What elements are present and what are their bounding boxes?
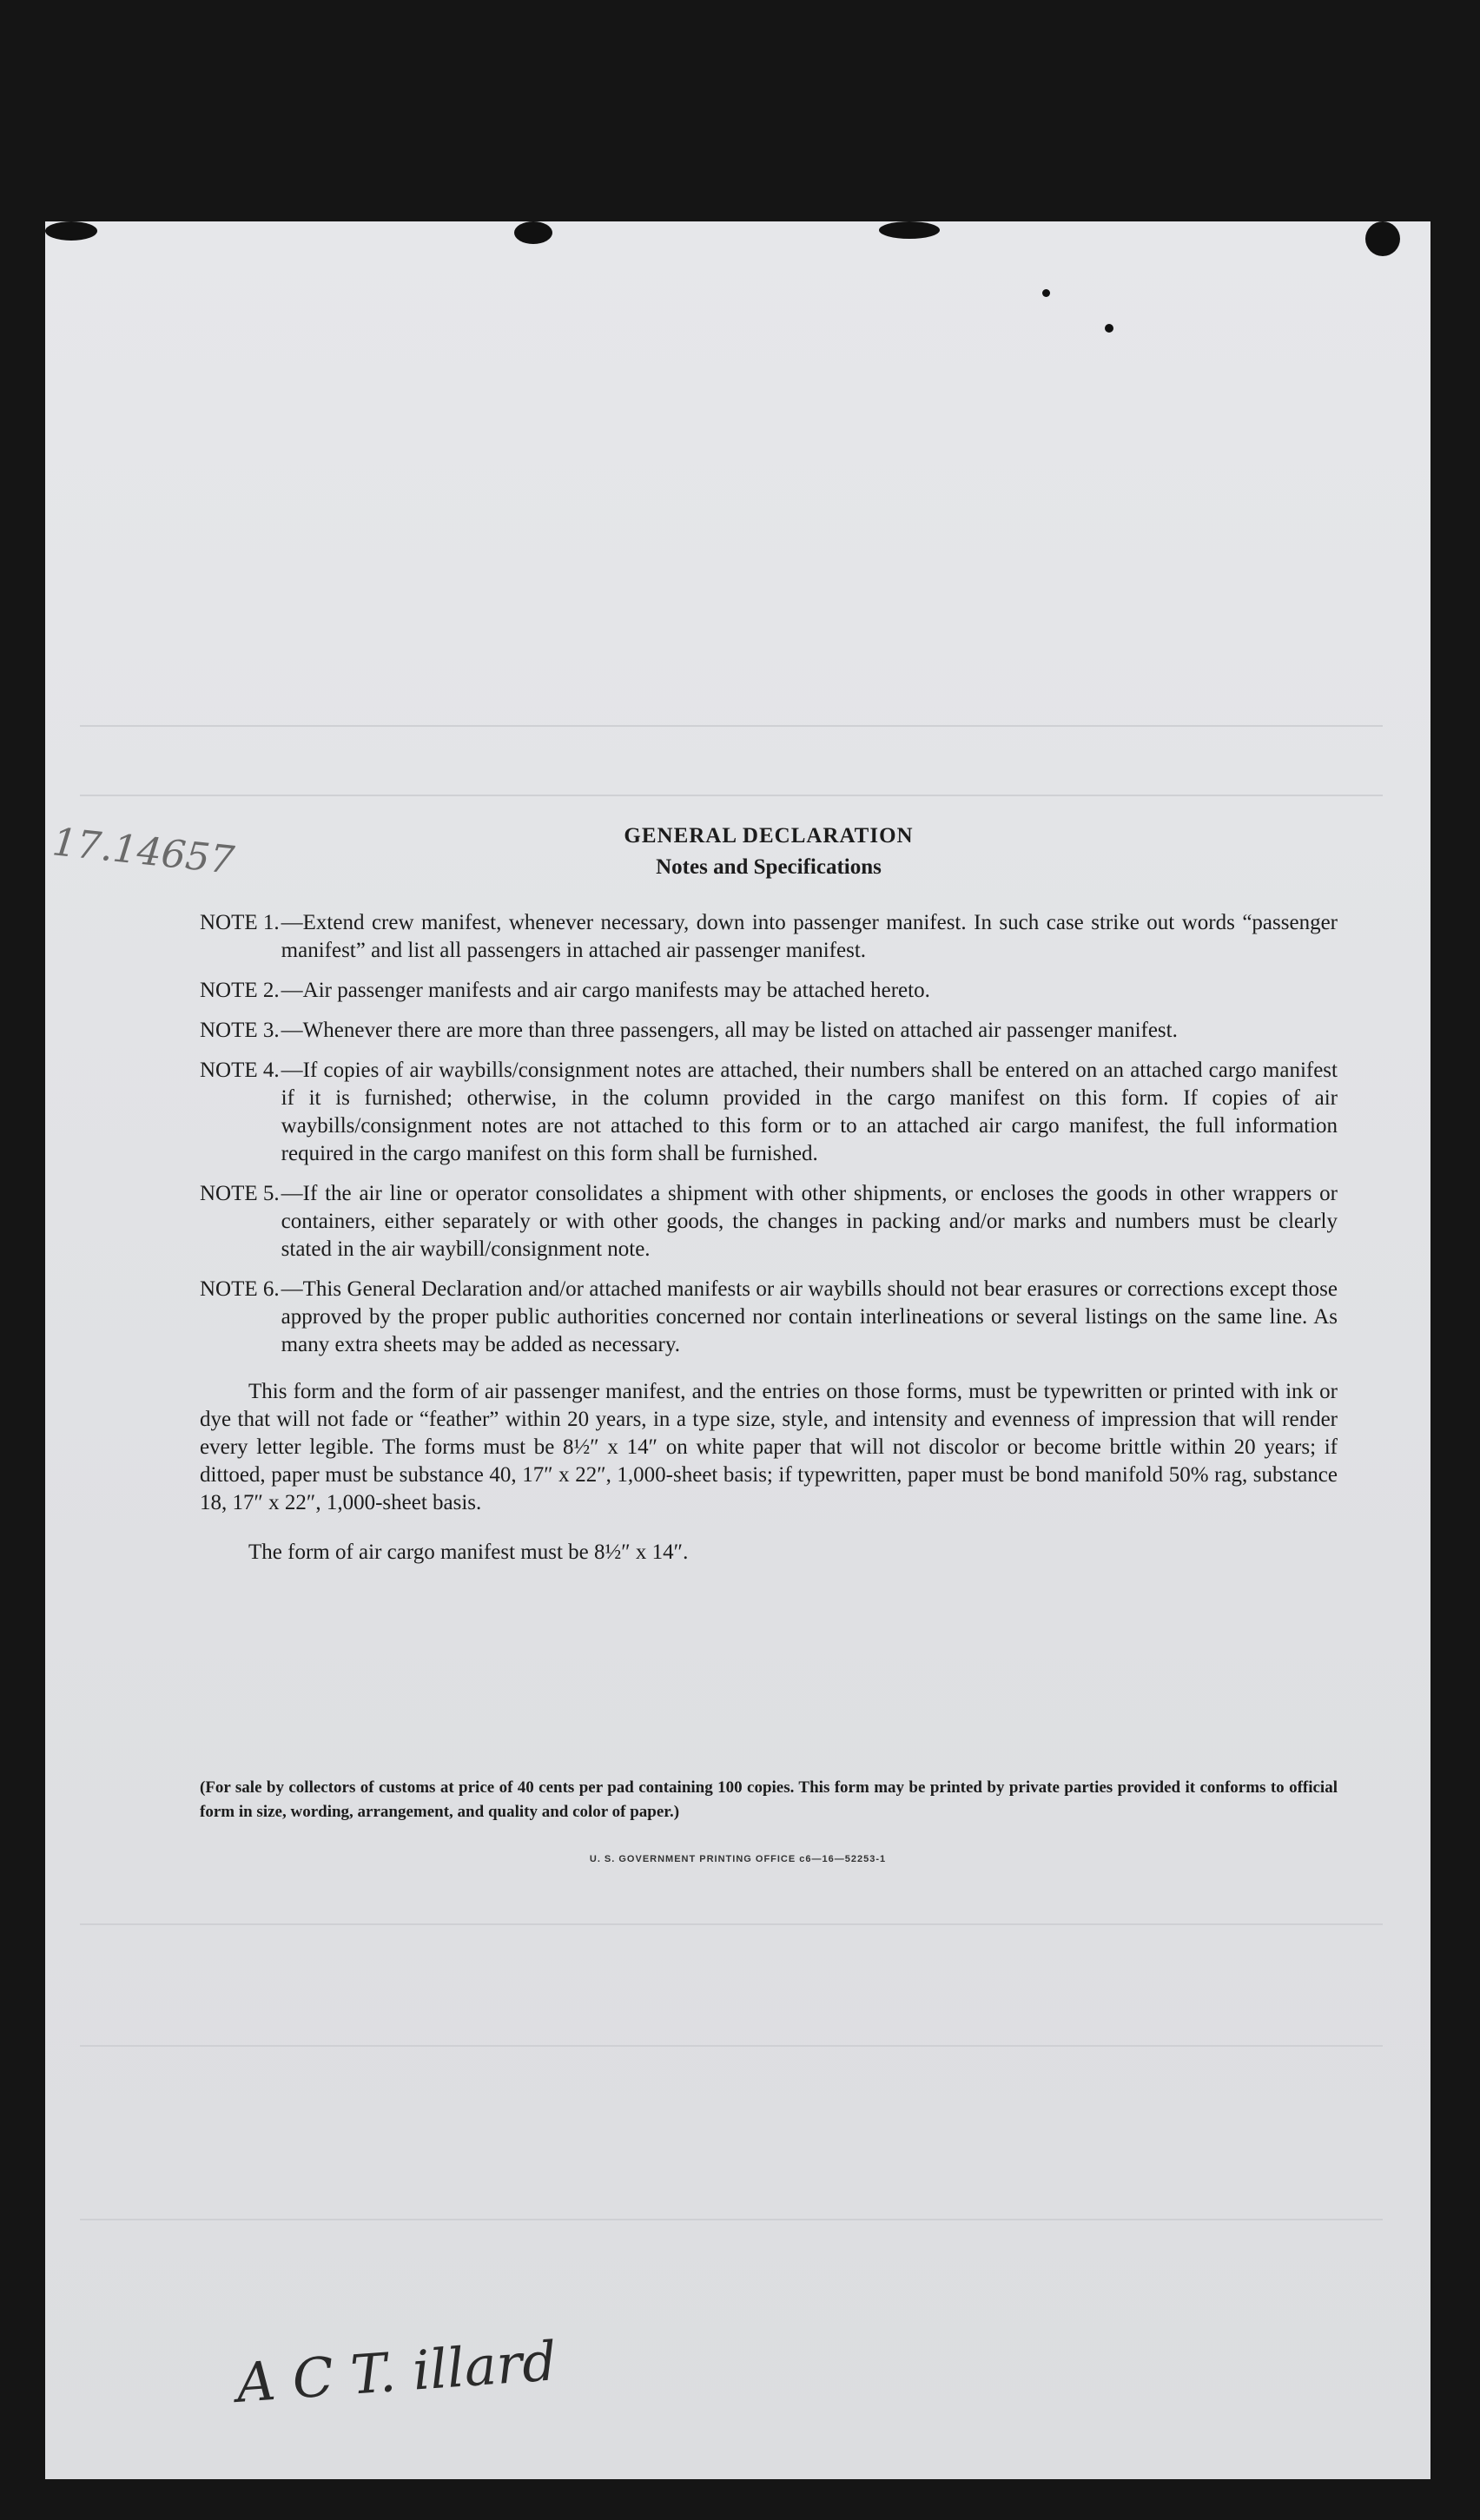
- show-through-rule: [80, 725, 1383, 727]
- show-through-rule: [80, 2219, 1383, 2220]
- cargo-manifest-size-paragraph: The form of air cargo manifest must be 8½″ x 14″.: [248, 1540, 689, 1564]
- note-3: [200, 1017, 1338, 1045]
- document-subtitle: Notes and Specifications: [656, 855, 882, 879]
- show-through-rule: [80, 1923, 1383, 1925]
- note-label: NOTE 5.: [200, 1182, 280, 1205]
- note-text: —If the air line or operator consolidates a shipment with other shipments, or encloses the goods in other wrappers or containers, either separately or with other goods, the changes in packing and/or marks and numbers must be clearly stated in the air waybill/consignment note.: [281, 1182, 1338, 1261]
- ink-blot: [45, 221, 97, 241]
- note-label: NOTE 4.: [200, 1059, 280, 1082]
- note-4: [200, 1057, 1338, 1168]
- note-label: NOTE 3.: [200, 1019, 280, 1042]
- note-label: NOTE 1.: [200, 911, 280, 934]
- ink-blot: [514, 221, 552, 244]
- note-text: —Whenever there are more than three passengers, all may be listed on attached air passenger manifest.: [281, 1019, 1178, 1042]
- form-sheet: [45, 221, 1430, 2479]
- note-text: —If copies of air waybills/consignment notes are attached, their numbers shall be entered on an attached cargo manifest if it is furnished; otherwise, in the column provided in the cargo manifest on this form. If copies of air waybills/consignment notes are not attached to this form or to an attached air cargo manifest, the full information required in the cargo manifest on this form shall be furnished.: [281, 1059, 1338, 1165]
- note-label: NOTE 2.: [200, 979, 280, 1002]
- note-5: [200, 1180, 1338, 1263]
- note-6: [200, 1276, 1338, 1359]
- note-2: [200, 977, 1338, 1005]
- show-through-rule: [80, 2045, 1383, 2047]
- ink-blot: [1105, 324, 1113, 333]
- note-1: [200, 909, 1338, 965]
- show-through-rule: [80, 795, 1383, 796]
- note-text: —Extend crew manifest, whenever necessary, down into passenger manifest. In such case strike out words “passenger manifest” and list all passengers in attached air passenger manifest.: [281, 911, 1338, 962]
- handwritten-margin-number: 17.14657: [50, 820, 237, 883]
- ink-blot: [879, 221, 940, 239]
- handwritten-signature: A C T. illard: [234, 2329, 559, 2415]
- sale-note: (For sale by collectors of customs at price of 40 cents per pad containing 100 copies. This form may be printed by private parties provided it conforms to official form in size, wording, arrangement, and quality and color of paper.): [200, 1778, 1338, 1821]
- ink-blot: [1365, 221, 1400, 256]
- printer-imprint: U. S. GOVERNMENT PRINTING OFFICE c6—16—52253-1: [589, 1854, 887, 1864]
- note-text: —This General Declaration and/or attached manifests or air waybills should not bear erasures or corrections except those approved by the proper public authorities concerned nor contain interlineations or several listings on the same line. As many extra sheets may be added as necessary.: [281, 1277, 1338, 1356]
- form-specification-paragraph: This form and the form of air passenger manifest, and the entries on those forms, must be typewritten or printed with ink or dye that will not fade or “feather” within 20 years, in a type size, style, and intensity and evenness of impression that will render every letter legible. The forms must be 8½″ x 14″ on white paper that will not discolor or become brittle within 20 years; if dittoed, paper must be substance 40, 17″ x 22″, 1,000-sheet basis; if typewritten, paper must be bond manifold 50% rag, substance 18, 17″ x 22″, 1,000-sheet basis.: [200, 1380, 1338, 1514]
- note-text: —Air passenger manifests and air cargo manifests may be attached hereto.: [281, 979, 930, 1002]
- notes-section: [200, 821, 1338, 1567]
- ink-blot: [1042, 289, 1050, 297]
- document-title: GENERAL DECLARATION: [624, 824, 914, 848]
- note-label: NOTE 6.: [200, 1277, 280, 1301]
